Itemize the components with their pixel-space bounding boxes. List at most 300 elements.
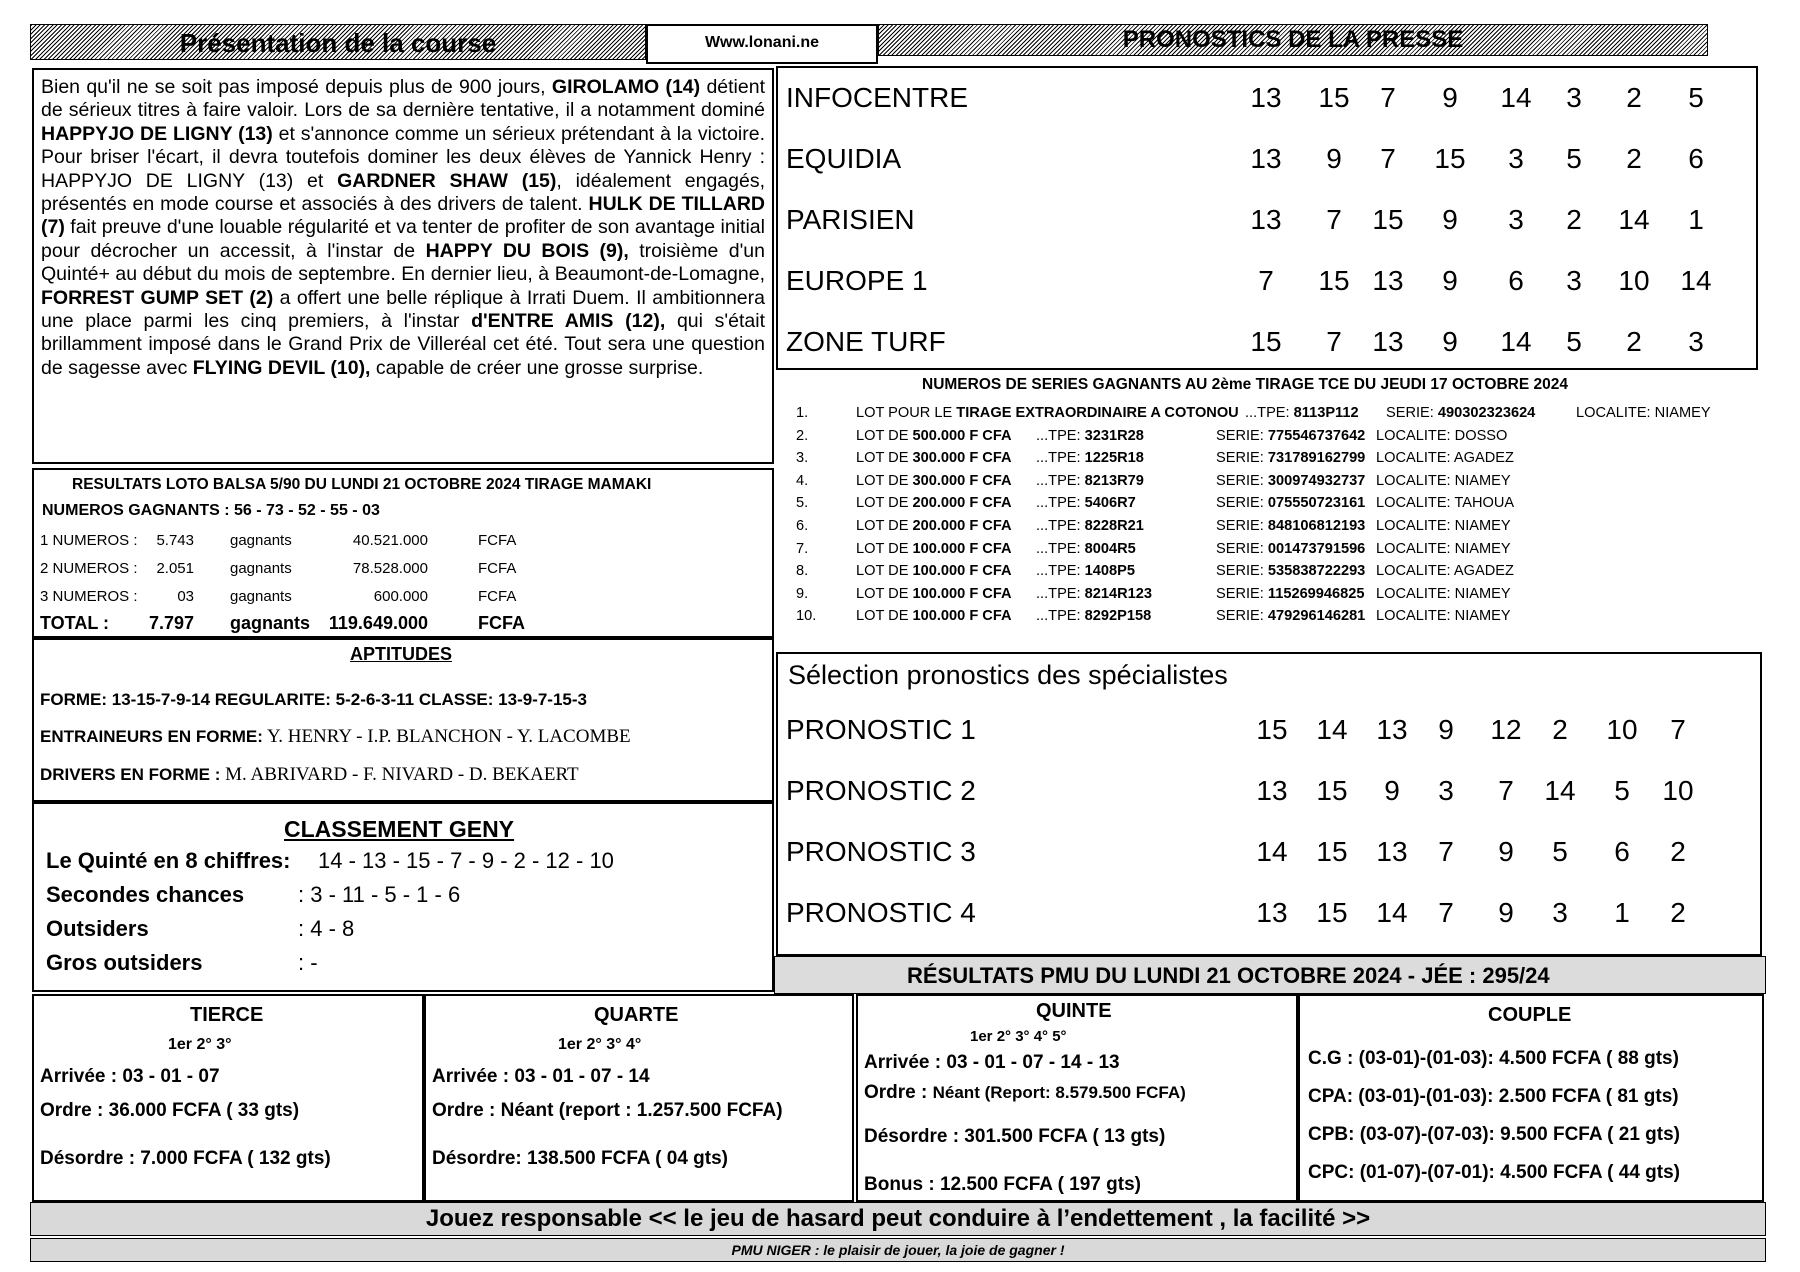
series-serie-value: 479296146281	[1267, 608, 1366, 625]
series-serie	[1216, 492, 1365, 514]
drivers-line	[40, 764, 579, 786]
specialist-number: 9	[1498, 897, 1514, 928]
press-number: 6	[1508, 265, 1524, 296]
presentation-header	[30, 24, 646, 60]
press-number: 3	[1566, 82, 1582, 113]
series-lot-value: TIRAGE EXTRAORDINAIRE A COTONOU	[956, 405, 1239, 421]
press-number: 7	[1380, 143, 1396, 174]
loto-count: 03	[177, 588, 194, 605]
series-loc-label: LOCALITE:	[1376, 518, 1455, 534]
loto-total-row	[34, 610, 772, 636]
loto-cur: FCFA	[478, 588, 517, 605]
series-loc-value: TAHOUA	[1454, 495, 1515, 512]
series-tpe	[1036, 470, 1144, 492]
series-serie-value: 001473791596	[1267, 540, 1366, 557]
loto-count: 2.051	[156, 560, 194, 577]
specialist-row	[778, 761, 1760, 821]
series-index: 3.	[796, 450, 809, 467]
couple-row: CPB: (03-07)-(07-03): 9.500 FCFA ( 21 gts)	[1308, 1124, 1681, 1145]
series-serie-value: 535838722293	[1267, 563, 1366, 580]
series-tpe-label: ...TPE:	[1036, 518, 1085, 534]
loto-g: gagnants	[230, 613, 311, 633]
press-header	[878, 24, 1708, 56]
quinte-ordre: Néant (Report: 8.579.500 FCFA)	[932, 1083, 1186, 1102]
press-number: 2	[1626, 82, 1642, 113]
responsible-bar	[30, 1202, 1766, 1236]
press-number: 6	[1688, 143, 1704, 174]
press-row	[778, 129, 1756, 189]
loto-count: 5.743	[156, 532, 194, 549]
specialist-number: 9	[1438, 714, 1454, 745]
drivers-names: M. ABRIVARD - F. NIVARD - D. BEKAERT	[220, 764, 579, 785]
series-lot	[856, 515, 1011, 537]
specialist-number: 2	[1670, 897, 1686, 928]
press-number: 3	[1508, 204, 1524, 235]
series-serie	[1216, 425, 1365, 447]
loto-label: 1 NUMEROS :	[40, 532, 138, 549]
specialist-row	[778, 822, 1760, 882]
series-loc-value: NIAMEY	[1454, 585, 1511, 602]
series-loc-label: LOCALITE:	[1376, 563, 1454, 580]
press-number: 2	[1626, 326, 1642, 357]
series-lot-prefix: LOT DE	[856, 427, 913, 444]
geny-value: : 4 - 8	[298, 916, 355, 941]
series-locality	[1376, 447, 1514, 469]
specialist-number: 13	[1256, 897, 1288, 928]
series-locality	[1376, 492, 1514, 514]
series-lot	[856, 492, 1011, 514]
specialist-number: 14	[1544, 775, 1576, 806]
press-number: 7	[1380, 82, 1396, 113]
series-serie-label: SERIE:	[1386, 405, 1438, 421]
series-loc-value: NIAMEY	[1654, 405, 1711, 421]
quinte-desordre: Désordre : 301.500 FCFA ( 13 gts)	[864, 1126, 1166, 1147]
tierce-title: TIERCE	[190, 1004, 264, 1026]
responsible-text: Jouez responsable << le jeu de hasard peut conduire à l’endettement , la facilité >>	[425, 1205, 1371, 1232]
geny-box	[32, 802, 774, 992]
series-tpe-label: ...TPE:	[1036, 563, 1085, 580]
horse-name: FORREST GUMP SET (2)	[41, 286, 274, 309]
aptitudes-box	[32, 638, 774, 802]
series-loc-value: AGADEZ	[1453, 563, 1514, 580]
presentation-segment: détient de sérieux titres à faire valoir. Lors de sa dernière tentative, il a notamment dominé	[41, 76, 765, 122]
press-number: 13	[1372, 326, 1404, 357]
quarte-title: QUARTE	[594, 1004, 679, 1026]
press-number: 9	[1442, 326, 1458, 357]
specialist-number: 7	[1498, 775, 1514, 806]
press-number: 9	[1326, 143, 1342, 174]
series-index: 5.	[796, 495, 809, 512]
presentation-segment: fait preuve d'une louable régularité et va tenter de profiter de son avantage initial pour décrocher un accessit, à l'instar de	[41, 216, 765, 262]
series-lot-prefix: LOT DE	[856, 608, 913, 625]
series-loc-label: LOCALITE:	[1376, 495, 1455, 512]
series-serie-value: 775546737642	[1267, 427, 1366, 444]
series-serie-value: 300974932737	[1267, 472, 1366, 489]
series-lot-value: 100.000 F CFA	[912, 540, 1012, 557]
series-lot-prefix: LOT DE	[856, 518, 913, 534]
series-serie-label: SERIE:	[1216, 563, 1268, 580]
press-number: 2	[1566, 204, 1582, 235]
series-locality	[1376, 425, 1507, 447]
series-serie	[1216, 470, 1365, 492]
press-number: 14	[1680, 265, 1712, 296]
press-number: 9	[1442, 204, 1458, 235]
loto-label: 3 NUMEROS :	[40, 588, 138, 605]
specialist-row	[778, 883, 1760, 943]
loto-label: TOTAL :	[40, 613, 109, 633]
series-lot	[856, 605, 1011, 627]
series-lot	[856, 470, 1011, 492]
series-loc-label: LOCALITE:	[1576, 405, 1655, 421]
series-locality	[1376, 560, 1514, 582]
presentation-title: Présentation de la course	[179, 28, 497, 58]
series-lot-prefix: LOT DE	[856, 563, 913, 580]
geny-label: Secondes chances	[46, 882, 245, 907]
specialist-name: PRONOSTIC 2	[786, 775, 976, 806]
specialist-number: 9	[1384, 775, 1400, 806]
press-pronostics-box	[776, 66, 1758, 370]
specialist-number: 15	[1316, 836, 1348, 867]
presentation-segment: a offert une belle réplique à Irrati Duem. Il ambitionnera une place parmi les cinq premiers, à l'instar	[41, 286, 765, 333]
series-loc-label: LOCALITE:	[1376, 472, 1455, 489]
press-number: 14	[1500, 326, 1532, 357]
press-row	[778, 312, 1756, 372]
series-serie-value: 115269946825	[1267, 585, 1365, 602]
presentation-segment: capable de créer une grosse surprise.	[370, 356, 704, 379]
press-number: 5	[1688, 82, 1704, 113]
press-number: 13	[1250, 143, 1282, 174]
quarte-places: 1er 2° 3° 4°	[558, 1036, 642, 1053]
series-serie	[1216, 560, 1365, 582]
series-lot	[856, 538, 1011, 560]
specialists-title: Sélection pronostics des spécialistes	[788, 660, 1228, 690]
series-index: 2.	[796, 427, 809, 444]
series-loc-value: NIAMEY	[1454, 608, 1511, 625]
series-tpe	[1036, 560, 1135, 582]
loto-g: gagnants	[230, 532, 292, 549]
series-tpe	[1036, 583, 1152, 605]
series-tpe	[1036, 538, 1136, 560]
press-source: ZONE TURF	[786, 326, 946, 357]
presentation-segment: troisième d'un Quinté+ au début du mois de septembre. En dernier lieu, à Beaumont-de-Lomagne,	[41, 239, 765, 286]
quarte-arrivee: Arrivée : 03 - 01 - 07 - 14	[432, 1066, 650, 1087]
series-serie-value: 490302323624	[1437, 405, 1536, 421]
series-loc-label: LOCALITE:	[1376, 540, 1455, 557]
loto-title: RESULTATS LOTO BALSA 5/90 DU LUNDI 21 OCTOBRE 2024 TIRAGE MAMAKI	[72, 476, 652, 493]
quinte-arrivee: Arrivée : 03 - 01 - 07 - 14 - 13	[864, 1052, 1120, 1073]
series-serie	[1386, 402, 1535, 424]
specialist-number: 13	[1376, 836, 1408, 867]
series-lot-prefix: LOT DE	[856, 450, 913, 467]
series-tpe-value: 1408P5	[1084, 563, 1135, 580]
press-source: INFOCENTRE	[786, 82, 968, 113]
drivers-label: DRIVERS EN FORME :	[40, 765, 221, 784]
press-number: 14	[1618, 204, 1650, 235]
series-tpe-label: ...TPE:	[1036, 495, 1085, 512]
series-serie-label: SERIE:	[1216, 450, 1268, 467]
specialist-number: 2	[1670, 836, 1686, 867]
press-number: 1	[1688, 204, 1704, 235]
series-serie-label: SERIE:	[1216, 585, 1268, 602]
series-lot	[856, 447, 1011, 469]
series-index: 1.	[796, 405, 809, 421]
series-lot-value: 500.000 F CFA	[912, 427, 1012, 444]
specialist-number: 13	[1256, 775, 1288, 806]
series-locality	[1376, 538, 1511, 560]
press-title: PRONOSTICS DE LA PRESSE	[1122, 26, 1464, 53]
horse-name: HAPPY DU BOIS (9),	[425, 239, 629, 262]
specialists-box	[776, 652, 1762, 956]
tierce-box	[32, 994, 424, 1202]
quarte-ordre: Ordre : Néant (report : 1.257.500 FCFA)	[432, 1100, 783, 1121]
presentation-text	[34, 70, 772, 380]
geny-value: : 3 - 11 - 5 - 1 - 6	[298, 882, 461, 907]
series-loc-label: LOCALITE:	[1376, 585, 1455, 602]
specialist-number: 14	[1376, 897, 1408, 928]
loto-winning: NUMEROS GAGNANTS : 56 - 73 - 52 - 55 - 03	[42, 502, 380, 519]
specialist-number: 10	[1662, 775, 1694, 806]
specialist-number: 15	[1316, 897, 1348, 928]
series-serie-value: 848106812193	[1267, 518, 1366, 534]
series-lot	[856, 560, 1011, 582]
press-number: 3	[1508, 143, 1524, 174]
presentation-box	[32, 68, 774, 464]
series-locality	[1576, 402, 1711, 424]
loto-amount: 600.000	[373, 588, 428, 605]
press-source: PARISIEN	[786, 204, 915, 235]
tierce-desordre: Désordre : 7.000 FCFA ( 132 gts)	[40, 1148, 331, 1169]
series-tpe-label: ...TPE:	[1036, 608, 1085, 625]
press-number: 15	[1250, 326, 1282, 357]
series-serie-value: 731789162799	[1267, 450, 1366, 467]
series-lot-value: 300.000 F CFA	[912, 450, 1012, 467]
press-number: 10	[1618, 265, 1650, 296]
loto-label: 2 NUMEROS :	[40, 560, 138, 577]
press-number: 5	[1566, 326, 1582, 357]
loto-row	[34, 584, 772, 610]
horse-name: GARDNER SHAW (15)	[337, 169, 557, 192]
series-serie	[1216, 583, 1365, 605]
series-title: NUMEROS DE SERIES GAGNANTS AU 2ème TIRAGE TCE DU JEUDI 17 OCTOBRE 2024	[922, 376, 1568, 393]
series-serie-label: SERIE:	[1216, 608, 1268, 625]
series-loc-value: NIAMEY	[1454, 472, 1511, 489]
horse-name: GIROLAMO (14)	[551, 76, 701, 98]
press-number: 15	[1372, 204, 1404, 235]
loto-cur: FCFA	[478, 613, 525, 633]
quinte-title: QUINTE	[1036, 1000, 1112, 1022]
specialist-number: 14	[1316, 714, 1348, 745]
series-loc-value: AGADEZ	[1453, 450, 1514, 467]
series-tpe-label: ...TPE:	[1245, 405, 1294, 421]
specialist-number: 7	[1670, 714, 1686, 745]
site-link[interactable]: Www.lonani.ne	[646, 24, 878, 64]
loto-box	[32, 468, 774, 638]
specialist-row	[778, 700, 1760, 760]
series-locality	[1376, 470, 1511, 492]
series-locality	[1376, 605, 1511, 627]
specialist-number: 3	[1552, 897, 1568, 928]
forme-line: FORME: 13-15-7-9-14 REGULARITE: 5-2-6-3-11 CLASSE: 13-9-7-15-3	[40, 690, 587, 709]
series-serie	[1216, 515, 1365, 537]
horse-name: d'ENTRE AMIS (12),	[471, 310, 666, 333]
quinte-box	[856, 994, 1298, 1202]
series-lot	[856, 583, 1011, 605]
loto-amount: 40.521.000	[352, 532, 428, 549]
series-tpe	[1036, 492, 1136, 514]
press-source: EUROPE 1	[786, 265, 928, 296]
series-lot-value: 100.000 F CFA	[912, 563, 1012, 580]
loto-row	[34, 556, 772, 582]
couple-row: CPC: (01-07)-(07-01): 4.500 FCFA ( 44 gts)	[1308, 1162, 1681, 1183]
specialist-number: 14	[1256, 836, 1288, 867]
loto-g: gagnants	[230, 560, 292, 577]
specialist-name: PRONOSTIC 1	[786, 714, 976, 745]
quinte-ordre-line	[864, 1082, 1186, 1104]
series-index: 8.	[796, 563, 809, 580]
series-lot-prefix: LOT DE	[856, 495, 913, 512]
loto-amount: 119.649.000	[328, 613, 428, 633]
geny-title: CLASSEMENT GENY	[284, 816, 515, 842]
series-tpe-value: 8214R123	[1084, 585, 1153, 602]
loto-cur: FCFA	[478, 532, 517, 549]
specialist-number: 7	[1438, 836, 1454, 867]
series-loc-value: DOSSO	[1454, 427, 1508, 444]
tierce-places: 1er 2° 3°	[168, 1036, 232, 1053]
series-serie-value: 075550723161	[1267, 495, 1366, 512]
series-lot-prefix: LOT DE	[856, 585, 913, 602]
series-lot-prefix: LOT DE	[856, 540, 913, 557]
series-tpe-value: 8292P158	[1084, 608, 1152, 625]
series-loc-label: LOCALITE:	[1376, 608, 1455, 625]
press-number: 7	[1258, 265, 1274, 296]
series-lot-prefix: LOT DE	[856, 472, 913, 489]
press-source: EQUIDIA	[786, 143, 902, 174]
press-number: 13	[1250, 204, 1282, 235]
series-index: 4.	[796, 472, 809, 489]
specialist-name: PRONOSTIC 3	[786, 836, 976, 867]
series-lot-value: 100.000 F CFA	[912, 608, 1012, 625]
quarte-box	[424, 994, 854, 1202]
series-serie-label: SERIE:	[1216, 518, 1268, 534]
couple-row: C.G : (03-01)-(01-03): 4.500 FCFA ( 88 gts)	[1308, 1048, 1679, 1069]
series-lot-value: 300.000 F CFA	[912, 472, 1012, 489]
quinte-bonus: Bonus : 12.500 FCFA ( 197 gts)	[864, 1174, 1141, 1195]
specialist-number: 10	[1606, 714, 1638, 745]
specialist-name: PRONOSTIC 4	[786, 897, 976, 928]
series-tpe-value: 8004R5	[1084, 540, 1136, 557]
entraineurs-names: Y. HENRY - I.P. BLANCHON - Y. LACOMBE	[262, 726, 631, 747]
press-row	[778, 251, 1756, 311]
horse-name: HULK DE TILLARD (7)	[41, 193, 766, 239]
press-number: 13	[1372, 265, 1404, 296]
geny-label: Le Quinté en 8 chiffres:	[46, 848, 291, 873]
series-serie	[1216, 538, 1365, 560]
couple-title: COUPLE	[1488, 1004, 1572, 1026]
entraineurs-label: ENTRAINEURS EN FORME:	[40, 727, 263, 746]
series-loc-label: LOCALITE:	[1376, 450, 1454, 467]
series-index: 7.	[796, 540, 809, 557]
loto-g: gagnants	[230, 588, 292, 605]
series-tpe-value: 8228R21	[1084, 518, 1144, 534]
press-number: 3	[1566, 265, 1582, 296]
loto-count: 7.797	[148, 613, 194, 633]
geny-value: 14 - 13 - 15 - 7 - 9 - 2 - 12 - 10	[318, 848, 614, 873]
press-number: 14	[1500, 82, 1532, 113]
series-tpe-label: ...TPE:	[1036, 585, 1085, 602]
series-section	[778, 372, 1778, 625]
loto-row	[34, 528, 772, 554]
geny-label: Gros outsiders	[46, 950, 203, 975]
series-tpe-value: 1225R18	[1084, 450, 1144, 467]
series-tpe	[1036, 605, 1151, 627]
quinte-places: 1er 2° 3° 4° 5°	[970, 1028, 1067, 1045]
press-number: 15	[1434, 143, 1466, 174]
series-lot-prefix: LOT POUR LE	[856, 405, 957, 421]
specialist-number: 15	[1316, 775, 1348, 806]
series-serie	[1216, 447, 1365, 469]
series-tpe	[1036, 515, 1144, 537]
series-lot-value: 100.000 F CFA	[912, 585, 1012, 602]
loto-amount: 78.528.000	[352, 560, 428, 577]
geny-value: : -	[298, 950, 318, 975]
series-tpe-label: ...TPE:	[1036, 540, 1085, 557]
press-row	[778, 68, 1756, 128]
press-number: 2	[1626, 143, 1642, 174]
series-serie-label: SERIE:	[1216, 495, 1268, 512]
series-lot	[856, 402, 1239, 424]
series-tpe-value: 5406R7	[1084, 495, 1136, 512]
press-number: 7	[1326, 326, 1342, 357]
presentation-segment: Bien qu'il ne se soit pas imposé depuis plus de 900 jours,	[41, 76, 552, 98]
series-locality	[1376, 583, 1511, 605]
series-tpe	[1036, 425, 1144, 447]
series-loc-value: NIAMEY	[1454, 518, 1511, 534]
specialist-number: 1	[1614, 897, 1630, 928]
series-tpe-label: ...TPE:	[1036, 450, 1085, 467]
presentation-segment: qui s'était brillamment imposé dans le Grand Prix de Villeréal cet été. Tout sera une question de sagesse avec	[41, 310, 766, 379]
specialist-number: 6	[1614, 836, 1630, 867]
specialist-number: 12	[1490, 714, 1522, 745]
press-number: 15	[1318, 265, 1350, 296]
press-number: 15	[1318, 82, 1350, 113]
tierce-ordre: Ordre : 36.000 FCFA ( 33 gts)	[40, 1100, 300, 1121]
specialist-number: 7	[1438, 897, 1454, 928]
press-number: 9	[1442, 82, 1458, 113]
specialist-number: 13	[1376, 714, 1408, 745]
press-row	[778, 190, 1756, 250]
pmu-title: RÉSULTATS PMU DU LUNDI 21 OCTOBRE 2024 - JÉE : 295/24	[907, 963, 1550, 988]
series-index: 9.	[796, 585, 809, 602]
quinte-ordre-label: Ordre :	[864, 1082, 933, 1103]
series-serie-label: SERIE:	[1216, 427, 1268, 444]
press-number: 13	[1250, 82, 1282, 113]
series-tpe	[1245, 402, 1359, 424]
specialist-number: 15	[1256, 714, 1288, 745]
series-index: 6.	[796, 518, 809, 534]
press-number: 3	[1688, 326, 1704, 357]
specialist-number: 5	[1552, 836, 1568, 867]
series-serie-label: SERIE:	[1216, 472, 1268, 489]
press-number: 7	[1326, 204, 1342, 235]
series-lot-value: 200.000 F CFA	[912, 518, 1012, 534]
presentation-segment: et s'annonce comme un sérieux prétendant à la victoire. Pour briser l'écart, il devra toutefois dominer les deux élèves de Yannick Henry : HAPPYJO DE LIGNY (13) et	[41, 122, 765, 192]
series-tpe-label: ...TPE:	[1036, 427, 1085, 444]
specialist-number: 2	[1552, 714, 1568, 745]
presentation-segment: , idéalement engagés, présentés en mode course et associés à des drivers de talent.	[41, 169, 766, 216]
series-locality	[1376, 515, 1511, 537]
couple-row: CPA: (03-01)-(01-03): 2.500 FCFA ( 81 gts)	[1308, 1086, 1679, 1107]
horse-name: FLYING DEVIL (10),	[192, 356, 371, 379]
